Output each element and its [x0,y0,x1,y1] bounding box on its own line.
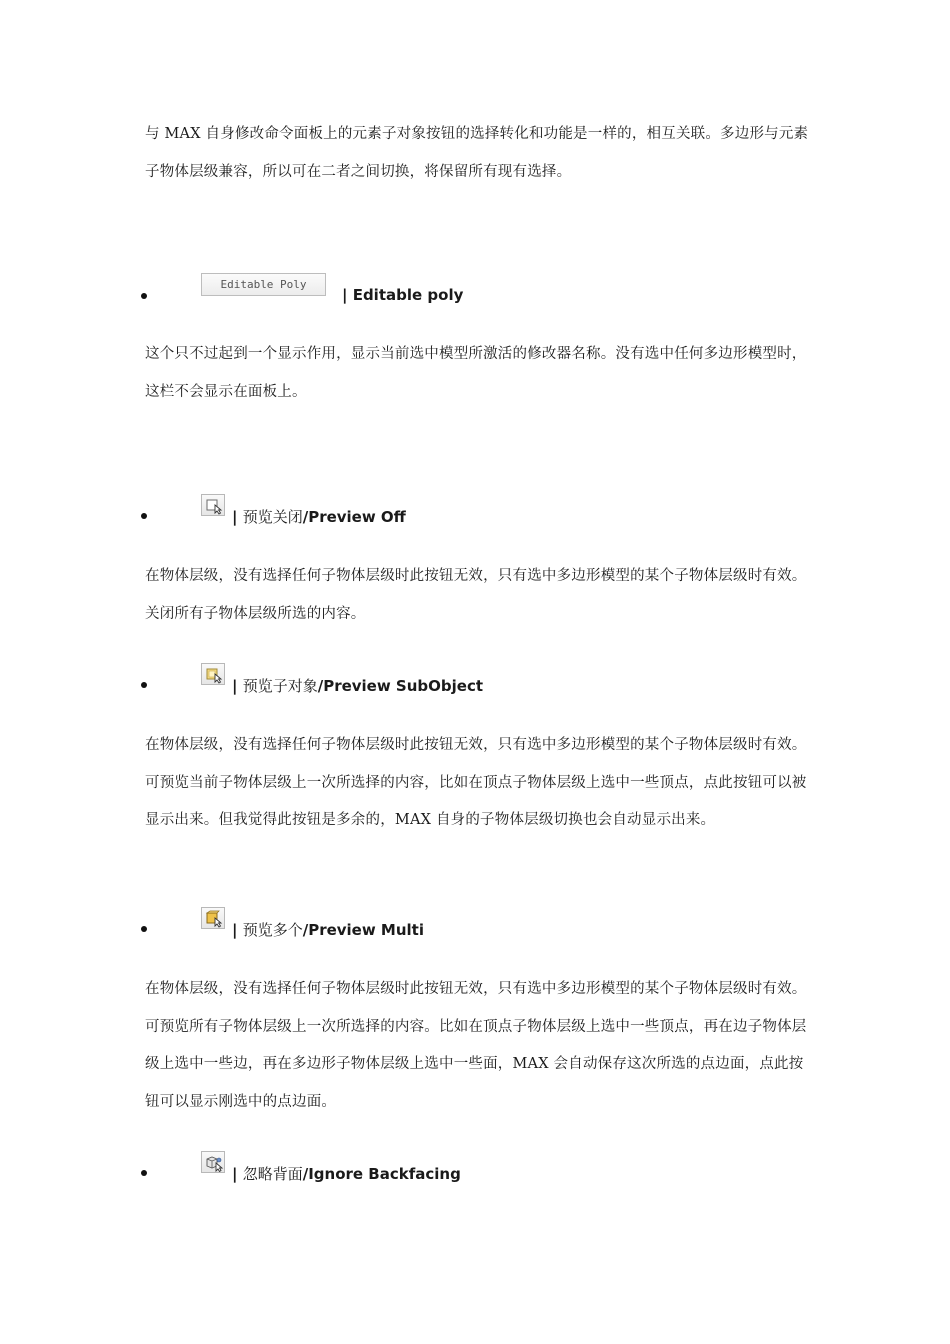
preview-subobject-description: 在物体层级，没有选择任何子物体层级时此按钮无效，只有选中多边形模型的某个子物体层级时有效。可预览当前子物体层级上一次所选择的内容，比如在顶点子物体层级上选中一些顶点，点此按钮可以被显示出来。但我觉得此按钮是多余的，MAX 自身的子物体层级切换也会自动显示出来。 [145,737,807,828]
list-item-preview-subobject [0,667,950,701]
item-title: | 预览子对象/Preview SubObject [232,677,484,695]
preview-multi-icon [204,910,224,928]
preview-subobject-icon [204,666,224,684]
preview-multi-description: 在物体层级，没有选择任何子物体层级时此按钮无效，只有选中多边形模型的某个子物体层级时有效。可预览所有子物体层级上一次所选择的内容。比如在顶点子物体层级上选中一些顶点，再在边子物体层级上选中一些边，再在多边形子物体层级上选中一些面，MAX 会自动保存这次所选的点边面，点此按钮可以显示刚选中的点边面。 [145,981,807,1110]
preview-off-description: 在物体层级，没有选择任何子物体层级时此按钮无效，只有选中多边形模型的某个子物体层级时有效。关闭所有子物体层级所选的内容。 [145,568,807,622]
preview-off-icon [204,497,224,515]
preview-multi-button[interactable] [201,907,225,929]
preview-subobject-button[interactable] [201,663,225,685]
bullet [141,513,147,519]
list-item-editable-poly [0,278,950,312]
list-item-ignore-backfacing [0,1155,950,1189]
preview-off-button[interactable] [201,494,225,516]
bullet [141,926,147,932]
editable-poly-description: 这个只不过起到一个显示作用，显示当前选中模型所激活的修改器名称。没有选中任何多边形模型时，这栏不会显示在面板上。 [145,346,807,400]
bullet [141,1170,147,1176]
ignore-backfacing-button[interactable] [201,1151,225,1173]
list-item-preview-off [0,498,950,532]
editable-poly-button[interactable]: Editable Poly [201,273,326,296]
bullet [141,682,147,688]
item-title: | 忽略背面/Ignore Backfacing [232,1165,461,1183]
intro-paragraph: 与 MAX 自身修改命令面板上的元素子对象按钮的选择转化和功能是一样的，相互关联。多边形与元素子物体层级兼容，所以可在二者之间切换，将保留所有现有选择。 [145,126,809,180]
item-title: | 预览多个/Preview Multi [232,921,424,939]
item-title: | Editable poly [342,286,464,304]
list-item-preview-multi [0,911,950,945]
item-title: | 预览关闭/Preview Off [232,508,406,526]
bullet [141,293,147,299]
ignore-backfacing-icon [204,1154,224,1172]
